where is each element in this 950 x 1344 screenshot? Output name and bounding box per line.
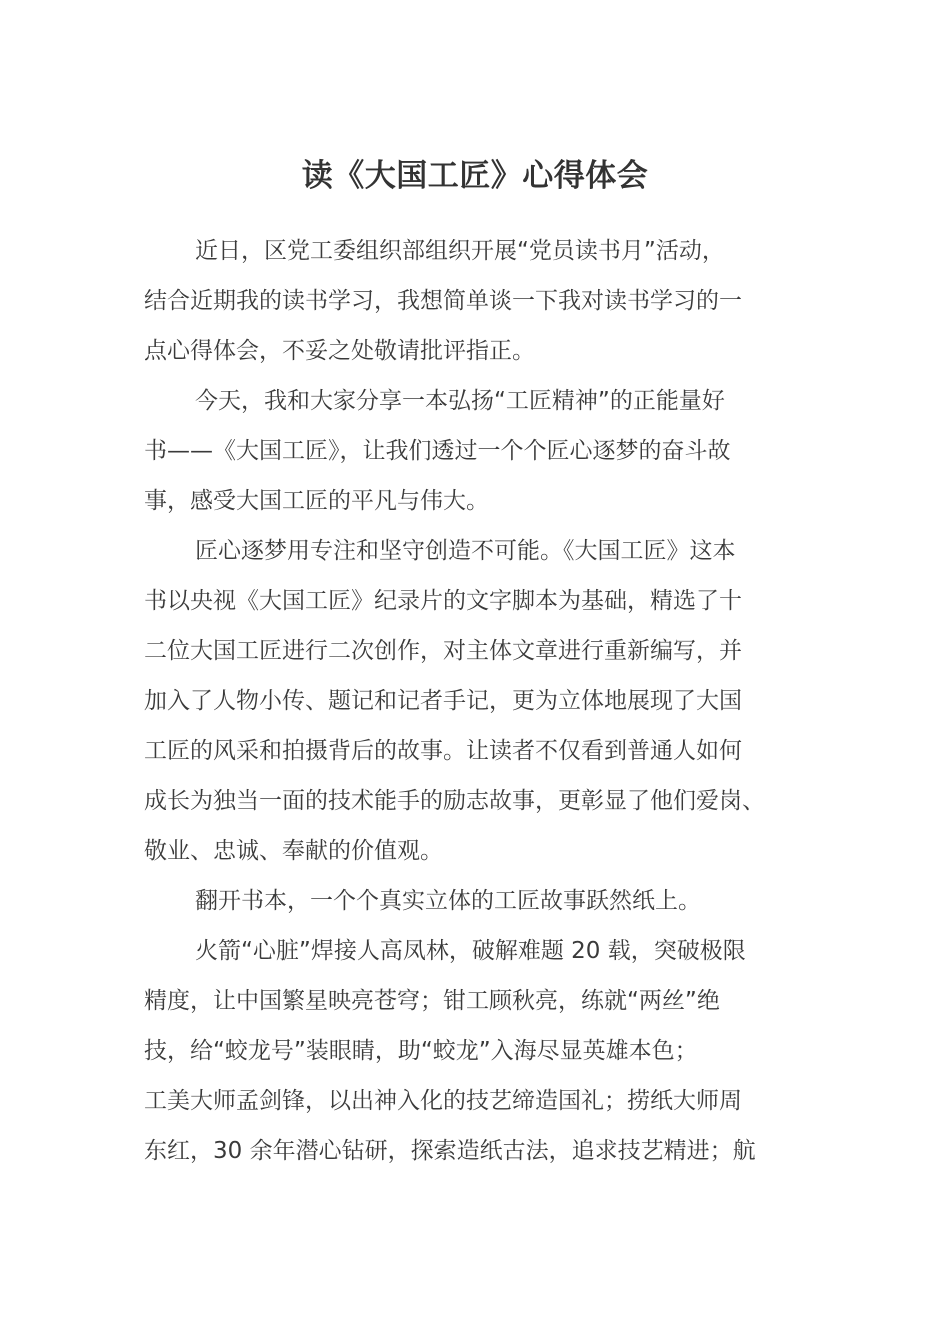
paragraph-line: 点心得体会，不妥之处敬请批评指正。: [144, 338, 535, 364]
paragraph-line: 技，给“蛟龙号”装眼睛，助“蛟龙”入海尽显英雄本色；: [144, 1038, 698, 1064]
paragraph-line: 书——《大国工匠》，让我们透过一个个匠心逐梦的奋斗故: [144, 438, 731, 464]
document-title: 读《大国工匠》心得体会: [301, 158, 649, 194]
paragraph-line: 成长为独当一面的技术能手的励志故事，更彰显了他们爱岗、: [144, 788, 765, 814]
paragraph-line: 二位大国工匠进行二次创作，对主体文章进行重新编写，并: [144, 638, 742, 664]
paragraph-line: 工美大师孟剑锋，以出神入化的技艺缔造国礼；捞纸大师周: [144, 1088, 742, 1114]
paragraph-line: 工匠的风采和拍摄背后的故事。让读者不仅看到普通人如何: [144, 738, 742, 764]
paragraph-line: 东红，30 余年潜心钻研，探索造纸古法，追求技艺精进；航: [144, 1138, 756, 1164]
document-body: [144, 226, 824, 1176]
paragraph-line: 今天，我和大家分享一本弘扬“工匠精神”的正能量好: [195, 388, 725, 414]
paragraph-line: 翻开书本，一个个真实立体的工匠故事跃然纸上。: [195, 888, 701, 914]
paragraph-line: 结合近期我的读书学习，我想简单谈一下我对读书学习的一: [144, 288, 742, 314]
paragraph-line: 书以央视《大国工匠》纪录片的文字脚本为基础，精选了十: [144, 588, 742, 614]
paragraph-line: 敬业、忠诚、奉献的价值观。: [144, 838, 443, 864]
paragraph-line: 近日，区党工委组织部组织开展“党员读书月”活动，: [195, 238, 725, 264]
paragraph-line: 匠心逐梦用专注和坚守创造不可能。《大国工匠》这本: [195, 538, 736, 564]
paragraph-line: 事，感受大国工匠的平凡与伟大。: [144, 488, 489, 514]
paragraph-line: 加入了人物小传、题记和记者手记，更为立体地展现了大国: [144, 688, 742, 714]
paragraph-line: 精度，让中国繁星映亮苍穹；钳工顾秋亮，练就“两丝”绝: [144, 988, 720, 1014]
paragraph-line: 火箭“心脏”焊接人高凤林，破解难题 20 载，突破极限: [195, 938, 746, 964]
